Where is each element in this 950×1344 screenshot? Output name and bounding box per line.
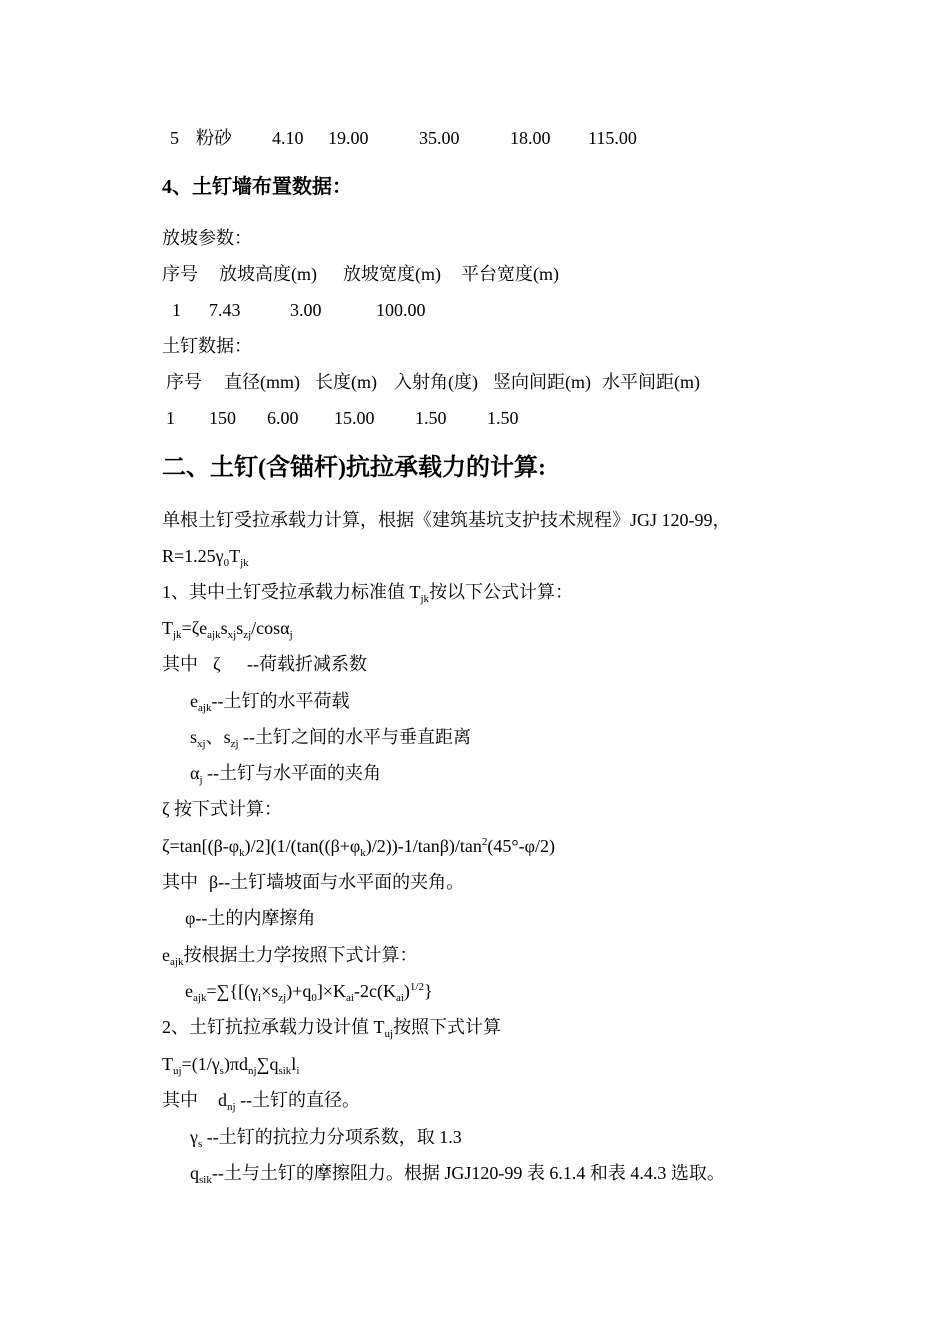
nail-value: 15.00 — [334, 408, 375, 428]
definition-text: --土钉之间的水平与垂直距离 — [238, 727, 472, 747]
slope-header: 序号 — [162, 264, 198, 284]
formula-text: q — [190, 1163, 199, 1183]
definition-text: --土钉的抗拉力分项系数，取 1.3 — [202, 1127, 462, 1147]
formula-subscript: sik — [199, 1174, 212, 1186]
paragraph-text: 1、其中土钉受拉承载力标准值 T — [162, 582, 421, 602]
formula-text: (45°-φ/2) — [487, 836, 555, 856]
formula-text: T — [229, 546, 241, 566]
formula-subscript: ajk — [198, 702, 212, 714]
formula-subscript: 0 — [311, 992, 317, 1004]
formula-subscript: zj — [230, 738, 239, 750]
eajk-definition — [190, 690, 349, 712]
formula-subscript: uj — [173, 1065, 182, 1077]
slope-value: 100.00 — [376, 300, 426, 320]
formula-text: /cosα — [251, 618, 290, 638]
soil-value: 18.00 — [510, 128, 551, 148]
formula-subscript: ajk — [170, 956, 184, 968]
nail-header: 长度(m) — [315, 372, 377, 392]
eajk-label — [162, 944, 417, 966]
formula-text: s — [190, 727, 198, 747]
nail-label: 土钉数据： — [162, 336, 252, 356]
soil-value: 19.00 — [328, 128, 369, 148]
formula-subscript: xj — [197, 738, 206, 750]
formula-text: ) — [403, 981, 410, 1001]
r-formula — [162, 545, 249, 567]
section2-heading: 二、土钉(含锚杆)抗拉承载力的计算: — [162, 455, 546, 481]
tjk-formula — [162, 617, 293, 639]
alpha-definition — [190, 762, 381, 784]
formula-text: R=1.25γ — [162, 546, 224, 566]
formula-subscript: zj — [243, 629, 252, 641]
nail-value: 1 — [166, 408, 175, 428]
formula-text: } — [423, 981, 433, 1001]
soil-value: 35.00 — [419, 128, 460, 148]
formula-text: -2c(K — [353, 981, 396, 1001]
definition-text: --土钉与水平面的夹角 — [202, 763, 381, 783]
slope-header: 放坡宽度(m) — [343, 264, 441, 284]
section4-heading: 4、土钉墙布置数据： — [162, 176, 352, 198]
nail-value: 6.00 — [267, 408, 299, 428]
formula-text: s — [236, 618, 244, 638]
formula-subscript: xj — [227, 629, 237, 641]
formula-text: )πd — [223, 1054, 249, 1074]
step2-paragraph — [162, 1016, 501, 1038]
formula-text: e — [185, 981, 193, 1001]
nail-header: 序号 — [166, 372, 202, 392]
soil-value: 4.10 — [272, 128, 304, 148]
formula-subscript: jk — [173, 629, 182, 641]
where-label: 其中 — [162, 1090, 198, 1110]
definition-text: --土钉的直径。 — [235, 1090, 361, 1110]
formula-subscript: nj — [227, 1101, 236, 1113]
soil-name: 粉砂 — [196, 128, 232, 148]
formula-text: T — [162, 618, 173, 638]
formula-subscript: i — [296, 1065, 300, 1077]
formula-text: d — [218, 1090, 227, 1110]
spacing-definition — [190, 726, 471, 748]
slope-value: 1 — [172, 300, 181, 320]
where-label: 其中 — [162, 872, 198, 892]
formula-subscript: j — [289, 629, 293, 641]
slope-value: 3.00 — [290, 300, 322, 320]
formula-subscript: ajk — [207, 629, 221, 641]
paragraph-text: 按根据土力学按照下式计算： — [183, 945, 418, 965]
formula-subscript: jk — [240, 557, 249, 569]
zeta-label: ζ 按下式计算： — [162, 799, 282, 819]
definition-text: --荷载折减系数 — [247, 654, 367, 674]
tuj-formula — [162, 1053, 299, 1075]
paragraph-text: 2、土钉抗拉承载力设计值 T — [162, 1017, 385, 1037]
formula-text: ∑q — [256, 1054, 279, 1074]
nail-value: 1.50 — [487, 408, 519, 428]
nail-header: 水平间距(m) — [602, 372, 700, 392]
soil-no: 5 — [170, 128, 179, 148]
nail-header: 竖向间距(m) — [493, 372, 591, 392]
formula-text: )+q — [286, 981, 312, 1001]
formula-text: e — [190, 691, 198, 711]
formula-text: α — [190, 763, 200, 783]
formula-subscript: ai — [395, 992, 404, 1004]
formula-text: =∑{[(γ — [206, 981, 259, 1001]
qsik-definition — [190, 1162, 725, 1184]
formula-subscript: uj — [384, 1028, 394, 1040]
where-label: 其中 — [162, 654, 198, 674]
eajk-formula — [185, 980, 433, 1002]
formula-text: ζ=tan[(β-φ — [162, 836, 240, 856]
formula-subscript: nj — [248, 1065, 257, 1077]
formula-subscript: j — [199, 774, 203, 786]
definition-text: --土与土钉的摩擦阻力。根据 JGJ120-99 表 6.1.4 和表 4.4.3 选取。 — [211, 1163, 725, 1183]
formula-superscript: 2 — [481, 836, 488, 848]
nail-value: 150 — [209, 408, 236, 428]
formula-superscript: 1/2 — [409, 981, 424, 993]
step1-paragraph — [162, 581, 573, 603]
definition-text: --土钉的水平荷载 — [211, 691, 350, 711]
slope-label: 放坡参数： — [162, 228, 252, 248]
formula-subscript: zj — [278, 992, 287, 1004]
formula-subscript: ajk — [193, 992, 207, 1004]
formula-text: =ζe — [181, 618, 208, 638]
formula-text: )/2))-1/tanβ)/tan — [365, 836, 482, 856]
slope-value: 7.43 — [209, 300, 241, 320]
formula-subscript: i — [258, 992, 262, 1004]
formula-subscript: sik — [278, 1065, 292, 1077]
nail-header: 直径(mm) — [224, 372, 300, 392]
intro-paragraph: 单根土钉受拉承载力计算，根据《建筑基坑支护技术规程》JGJ 120-99， — [162, 510, 731, 530]
formula-subscript: jk — [420, 593, 430, 605]
gamma-definition — [190, 1126, 462, 1148]
zeta-formula — [162, 835, 555, 857]
slope-header: 平台宽度(m) — [461, 264, 559, 284]
formula-text: ]×K — [316, 981, 347, 1001]
nail-header: 入射角(度) — [394, 372, 478, 392]
soil-value: 115.00 — [588, 128, 637, 148]
formula-text: T — [162, 1054, 173, 1074]
definition-text: β--土钉墙坡面与水平面的夹角。 — [209, 872, 465, 892]
formula-text: ×s — [261, 981, 279, 1001]
formula-subscript: s — [219, 1065, 224, 1077]
slope-header: 放坡高度(m) — [219, 264, 317, 284]
symbol-zeta: ζ — [213, 654, 221, 674]
formula-text: s — [220, 618, 228, 638]
formula-text: 、s — [205, 727, 231, 747]
formula-text: e — [162, 945, 170, 965]
formula-text: )/2](1/(tan((β+φ — [244, 836, 361, 856]
phi-definition: φ--土的内摩擦角 — [185, 908, 316, 928]
formula-subscript: 0 — [223, 557, 230, 569]
paragraph-text: 按照下式计算 — [393, 1017, 502, 1037]
formula-subscript: k — [239, 847, 245, 859]
formula-text: l — [291, 1054, 297, 1074]
formula-subscript: s — [197, 1138, 203, 1150]
nail-value: 1.50 — [415, 408, 447, 428]
formula-subscript: k — [360, 847, 366, 859]
formula-subscript: ai — [346, 992, 354, 1004]
formula-text: γ — [190, 1127, 198, 1147]
formula-text: =(1/γ — [181, 1054, 220, 1074]
paragraph-text: 按以下公式计算： — [429, 582, 574, 602]
